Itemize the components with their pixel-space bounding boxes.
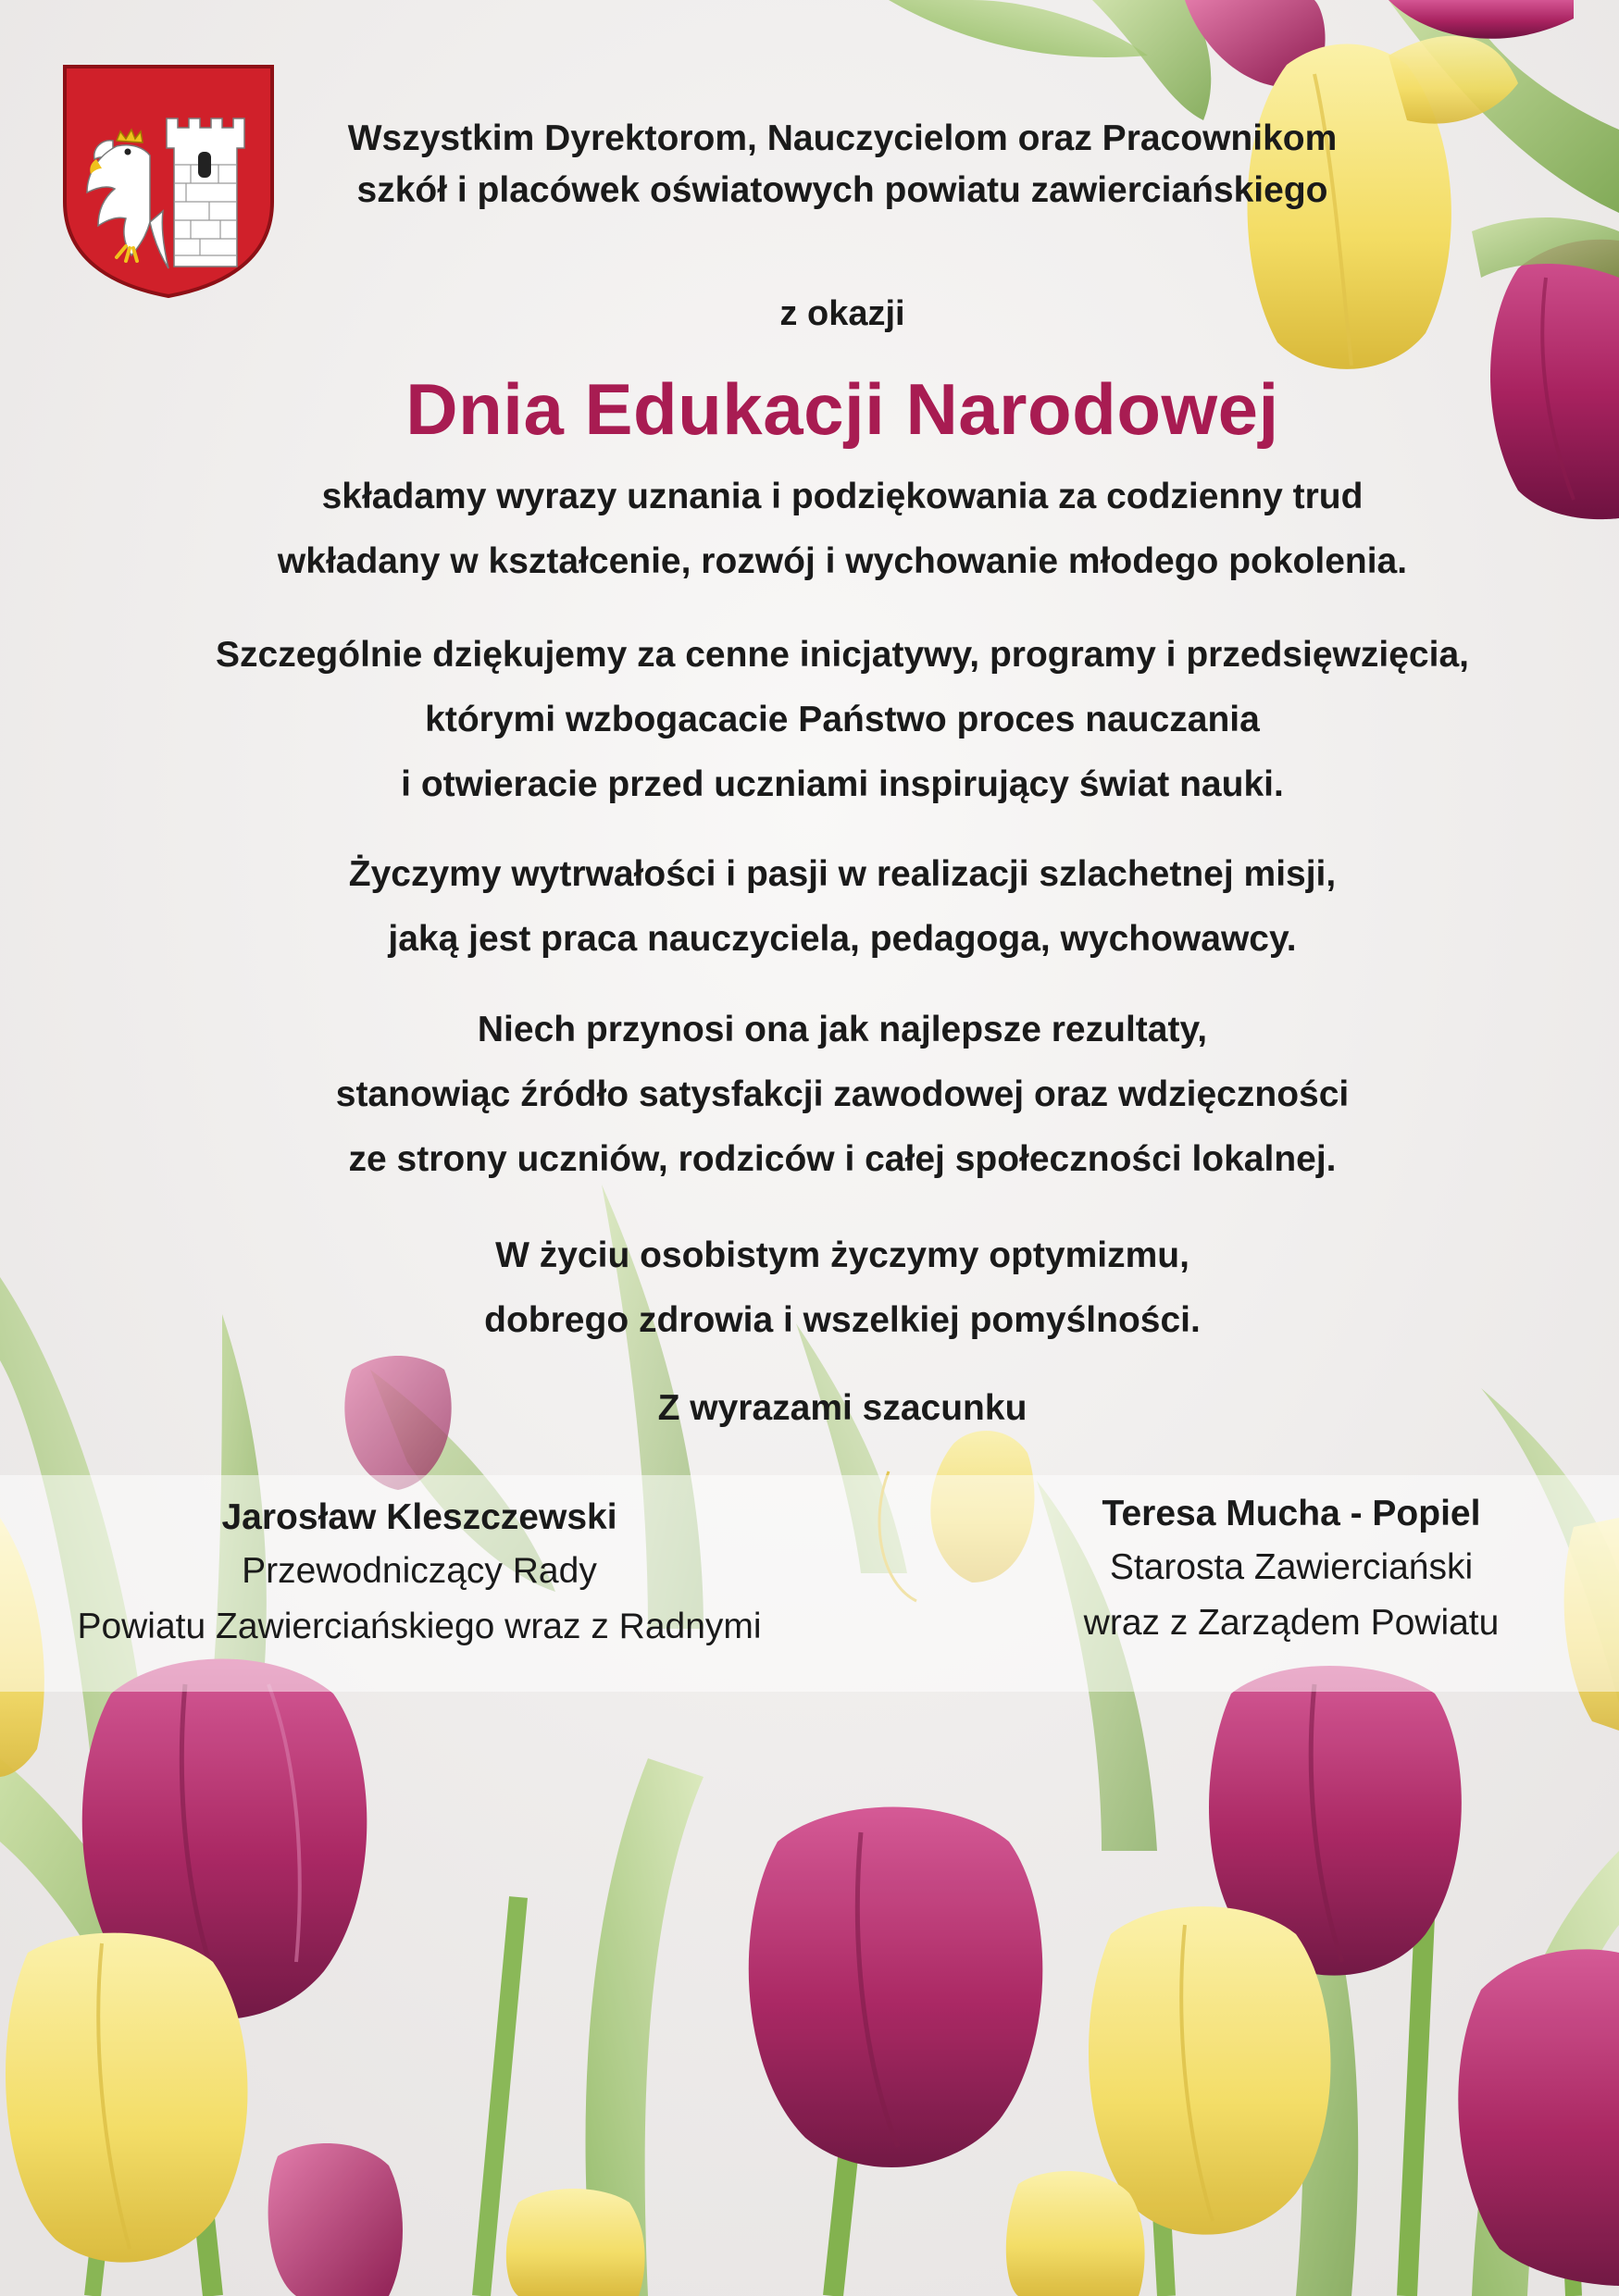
signatory-role: Starosta Zawierciański [1109, 1547, 1474, 1587]
addressee-line: Wszystkim Dyrektorom, Nauczycielom oraz Pracownikom [347, 118, 1338, 158]
paragraph-line: Życzymy wytrwałości i pasji w realizacji szlachetnej misji, [348, 854, 1337, 894]
paragraph-results [0, 998, 1619, 1192]
paragraph-line: W życiu osobistym życzymy optymizmu, [495, 1235, 1189, 1275]
paragraph-personal [0, 1223, 1619, 1353]
signature-right [1027, 1488, 1555, 1651]
paragraph-line: stanowiąc źródło satysfakcji zawodowej oraz wdzięczności [335, 1074, 1350, 1114]
paragraph-wishes [0, 842, 1619, 972]
addressee-heading [278, 113, 1407, 217]
paragraph-initiatives [0, 623, 1619, 817]
signatory-name: Teresa Mucha - Popiel [1102, 1494, 1481, 1533]
coat-of-arms-icon [61, 63, 276, 298]
paragraph-thanks [0, 465, 1619, 594]
paragraph-line: którymi wzbogacacie Państwo proces nauczania [425, 700, 1260, 739]
signatory-name: Jarosław Kleszczewski [221, 1497, 617, 1537]
paragraph-line: wkładany w kształcenie, rozwój i wychowanie młodego pokolenia. [277, 541, 1408, 581]
signatory-role: Przewodniczący Rady [242, 1551, 597, 1591]
signature-left [0, 1492, 839, 1655]
paragraph-line: Szczególnie dziękujemy za cenne inicjatywy, programy i przedsięwzięcia, [216, 635, 1469, 675]
paragraph-line: ze strony uczniów, rodziców i całej społeczności lokalnej. [348, 1139, 1337, 1179]
headline: Dnia Edukacji Narodowej [405, 368, 1279, 450]
closing-text: Z wyrazami szacunku [657, 1388, 1027, 1428]
paragraph-line: jaką jest praca nauczyciela, pedagoga, wychowawcy. [388, 919, 1297, 959]
addressee-line: szkół i placówek oświatowych powiatu zawierciańskiego [356, 170, 1328, 210]
paragraph-line: składamy wyrazy uznania i podziękowania za codzienny trud [321, 477, 1364, 516]
paragraph-line: Niech przynosi ona jak najlepsze rezultaty, [477, 1010, 1208, 1049]
occasion-text: z okazji [779, 294, 905, 333]
signatory-role: wraz z Zarządem Powiatu [1083, 1603, 1500, 1643]
signatory-role: Powiatu Zawierciańskiego wraz z Radnymi [77, 1607, 762, 1646]
paragraph-line: dobrego zdrowia i wszelkiej pomyślności. [484, 1300, 1201, 1340]
paragraph-line: i otwieracie przed uczniami inspirujący świat nauki. [401, 764, 1284, 804]
